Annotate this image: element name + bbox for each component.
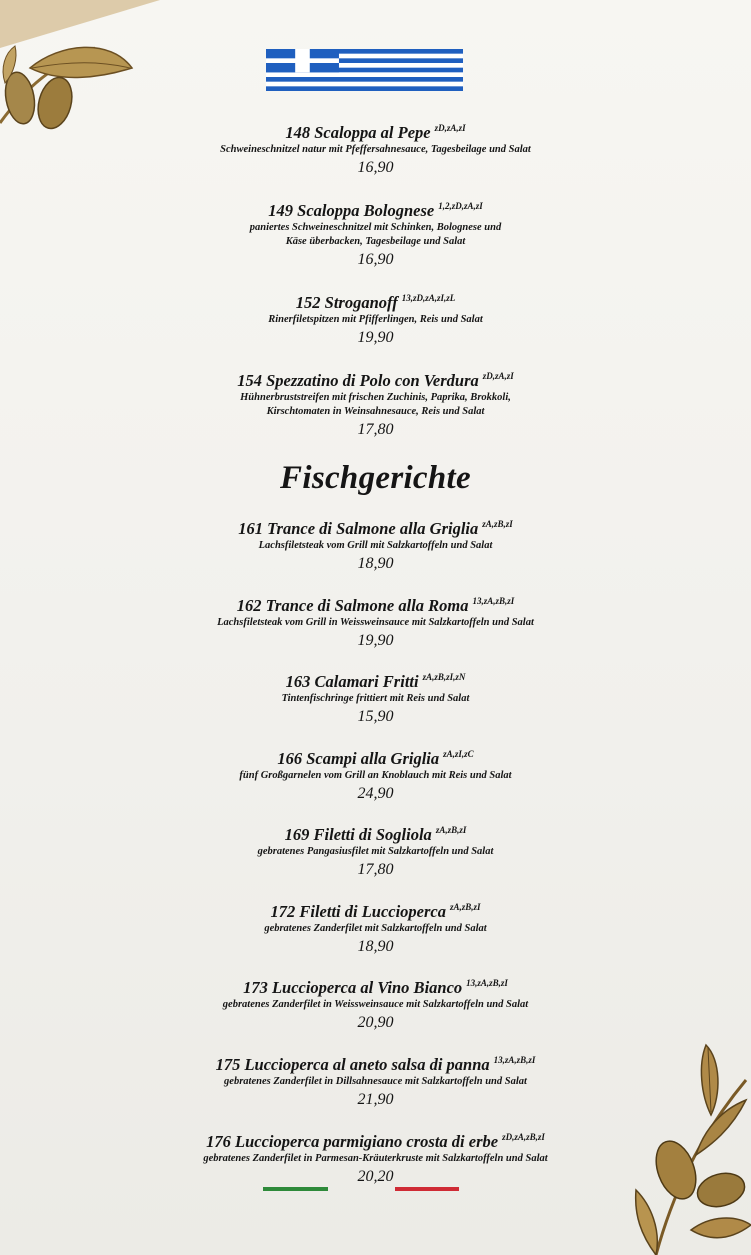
menu-item [0,897,751,957]
dish-price: 18,90 [357,555,394,572]
dish-description: fünf Großgarnelen vom Grill an Knoblauch mit Reis und Salat [239,770,512,781]
dish-description: Tintenfischringe frittiert mit Reis und Salat [281,693,470,704]
dish-price: 19,90 [357,329,394,346]
allergen-codes: 13,zA,zB,zI [472,596,515,606]
dish-description: Lachsfiletsteak vom Grill in Weissweinsauce mit Salzkartoffeln und Salat [217,617,534,628]
dish-description: gebratenes Zanderfilet in Dillsahnesauce mit Salzkartoffeln und Salat [224,1076,527,1087]
dish-description: Hühnerbruststreifen mit frischen Zuchinis, Paprika, Brokkoli, [240,392,511,403]
allergen-codes: zA,zB,zI,zN [422,672,466,682]
dish-price: 15,90 [357,708,394,725]
section-title-fish: Fischgerichte [280,460,471,496]
dish-description: Käse überbacken, Tagesbeilage und Salat [285,236,466,247]
dish-name: 161 Trance di Salmone alla Griglia $^{zA,zB,zI}$ [238,519,513,538]
italian-flag-red-bar [395,1187,459,1191]
menu-item [0,820,751,880]
menu-item [0,118,751,178]
allergen-codes: 13,zA,zB,zI [493,1055,536,1065]
menu-item [0,196,751,270]
allergen-codes: zD,zA,zB,zI [502,1132,545,1142]
dish-description: gebratenes Zanderfilet in Parmesan-Kräuterkruste mit Salzkartoffeln und Salat [203,1153,548,1164]
olive-branch-icon [616,1020,751,1255]
allergen-codes: zA,zB,zI [482,519,513,529]
menu-item [0,667,751,727]
dish-price: 20,20 [357,1168,394,1185]
dish-price: 16,90 [357,159,394,176]
dish-price: 19,90 [357,632,394,649]
dish-name: 163 Calamari Fritti $^{zA,zB,zI,zN}$ [285,672,466,691]
allergen-codes: zD,zA,zI [482,371,514,381]
dish-description: Rinerfiletspitzen mit Pfifferlingen, Reis und Salat [268,314,483,325]
dish-price: 17,80 [357,861,394,878]
allergen-codes: zA,zB,zI [435,825,467,835]
menu-item [0,514,751,574]
dish-description: Schweineschnitzel natur mit Pfeffersahnesauce, Tagesbeilage und Salat [220,144,531,155]
allergen-codes: zA,zI,zC [443,749,474,759]
allergen-codes: zD,zA,zI [434,123,466,133]
menu-item [0,591,751,651]
dish-price: 18,90 [357,938,394,955]
dish-name: 162 Trance di Salmone alla Roma $^{13,zA,zB,zI}$ [236,596,515,615]
greek-flag-icon [266,49,463,91]
menu-item [0,744,751,804]
menu-item [0,366,751,440]
dish-price: 17,80 [357,421,394,438]
dish-description: gebratenes Pangasiusfilet mit Salzkartoffeln und Salat [257,846,494,857]
dish-price: 24,90 [357,785,394,802]
dish-name: 176 Luccioperca parmigiano crosta di erbe $^{zD,zA,zB,zI}$ [206,1132,545,1151]
dish-name: 152 Stroganoff $^{13,zD,zA,zI,zL}$ [295,293,456,312]
allergen-codes: zA,zB,zI [450,902,481,912]
dish-name: 173 Luccioperca al Vino Bianco $^{13,zA,zB,zI}$ [243,978,508,997]
allergen-codes: 1,2,zD,zA,zI [438,201,483,211]
dish-price: 16,90 [357,251,394,268]
menu-item [0,288,751,348]
dish-name: 148 Scaloppa al Pepe $^{zD,zA,zI}$ [285,123,466,142]
dish-description: paniertes Schweineschnitzel mit Schinken, Bolognese und [249,222,502,233]
allergen-codes: 13,zD,zA,zI,zL [401,293,456,303]
dish-description: Lachsfiletsteak vom Grill mit Salzkartoffeln und Salat [258,540,493,551]
dish-description: gebratenes Zanderfilet mit Salzkartoffeln und Salat [264,923,487,934]
dish-description: Kirschtomaten in Weinsahnesauce, Reis und Salat [266,406,485,417]
dish-name: 169 Filetti di Sogliola $^{zA,zB,zI}$ [284,825,467,844]
dish-name: 172 Filetti di Luccioperca $^{zA,zB,zI}$ [270,902,481,921]
dish-name: 149 Scaloppa Bolognese $^{1,2,zD,zA,zI}$ [268,201,483,220]
allergen-codes: 13,zA,zB,zI [466,978,508,988]
dish-description: gebratenes Zanderfilet in Weissweinsauce mit Salzkartoffeln und Salat [222,999,529,1010]
dish-name: 166 Scampi alla Griglia $^{zA,zI,zC}$ [277,749,474,768]
dish-price: 20,90 [357,1014,394,1031]
dish-price: 21,90 [357,1091,394,1108]
dish-name: 154 Spezzatino di Polo con Verdura $^{zD,zA,zI}$ [237,371,514,390]
italian-flag-green-bar [263,1187,328,1191]
dish-name: 175 Luccioperca al aneto salsa di panna $^{13,zA,zB,zI}$ [215,1055,536,1074]
